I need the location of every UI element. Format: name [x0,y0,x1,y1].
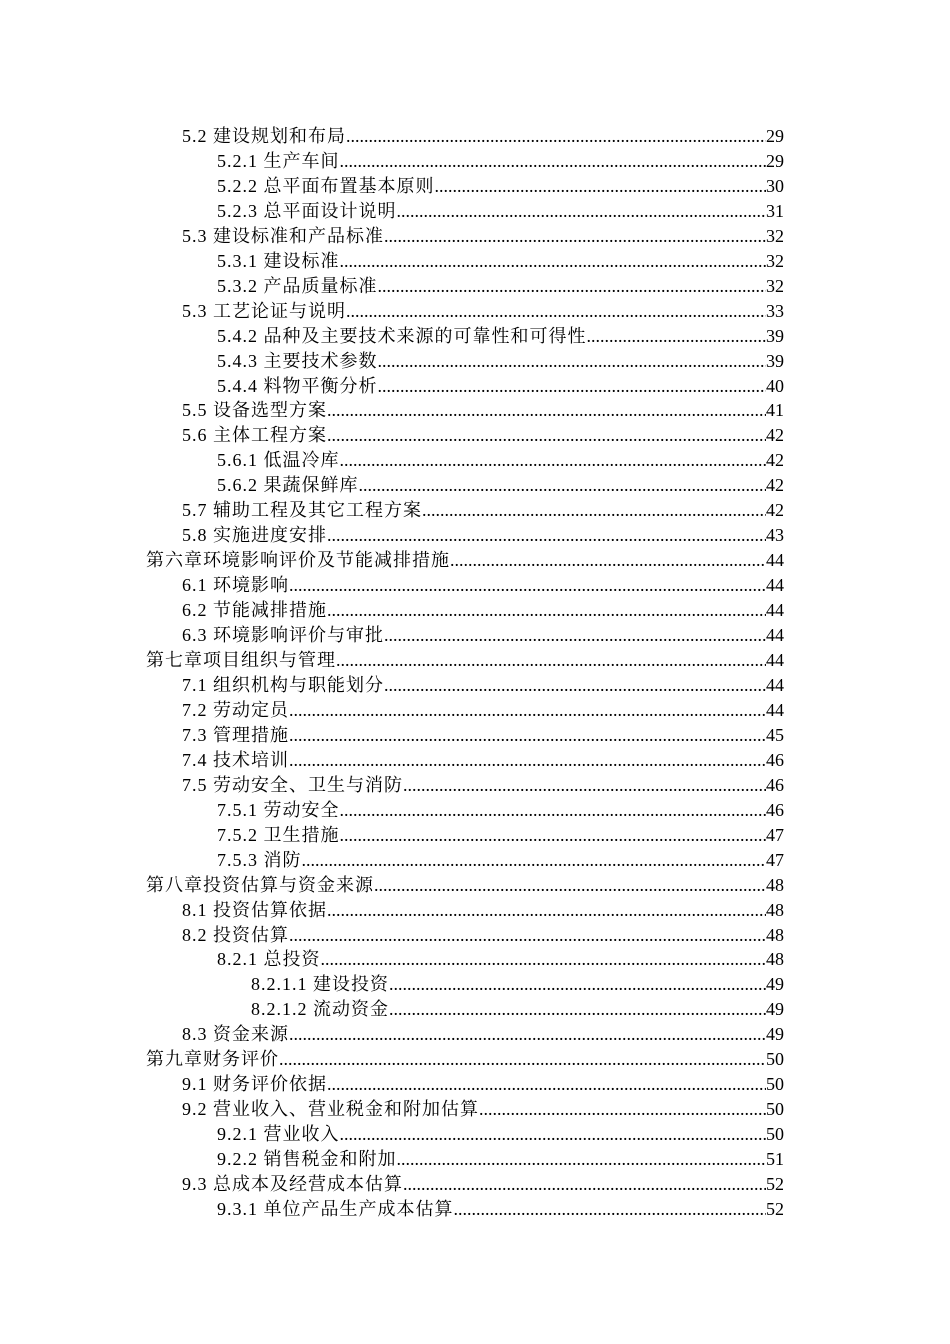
toc-row [0,997,950,1022]
toc-entry-label: 5.3 工艺论证与说明 [182,300,346,321]
toc-entry-page-number: 45 [766,724,784,745]
toc-entry-page-number: 50 [766,1049,784,1070]
toc-entry[interactable] [182,1072,784,1097]
dot-leader [454,1197,767,1222]
toc-entry-page-number: 48 [766,899,784,920]
toc-row [0,448,950,473]
toc-entry-page-number: 39 [766,350,784,371]
toc-entry-page-number: 46 [766,774,784,795]
toc-entry-label: 8.2.1 总投资 [217,949,321,970]
toc-entry-label: 5.2.3 总平面设计说明 [217,200,397,221]
dot-leader [289,923,766,948]
toc-entry[interactable] [251,972,784,997]
dot-leader [389,997,766,1022]
toc-entry-label: 6.3 环境影响评价与审批 [182,625,384,646]
toc-entry-page-number: 50 [766,1099,784,1120]
toc-row [0,598,950,623]
toc-entry-page-number: 44 [766,550,784,571]
toc-entry-page-number: 29 [766,126,784,146]
dot-leader [289,573,766,598]
toc-entry-label: 6.2 节能减排措施 [182,600,327,621]
toc-entry[interactable] [217,473,784,498]
toc-row [0,349,950,374]
toc-entry-page-number: 44 [766,674,784,695]
toc-entry-page-number: 40 [766,375,784,396]
toc-entry-label: 第八章投资估算与资金来源 [146,874,374,895]
toc-entry-page-number: 39 [766,325,784,346]
toc-entry-page-number: 51 [766,1149,784,1170]
toc-entry[interactable] [182,523,784,548]
toc-entry[interactable] [251,997,784,1022]
toc-entry-label: 5.7 辅助工程及其它工程方案 [182,500,422,521]
dot-leader [289,698,766,723]
toc-entry[interactable] [182,598,784,623]
toc-entry[interactable] [182,1097,784,1122]
toc-entry[interactable] [217,149,784,174]
toc-row [0,848,950,873]
toc-entry[interactable] [146,548,784,573]
toc-entry[interactable] [217,199,784,224]
toc-row [0,398,950,423]
toc-entry-page-number: 48 [766,924,784,945]
toc-row [0,174,950,199]
toc-row [0,274,950,299]
dot-leader [359,473,767,498]
toc-entry-label: 第七章项目组织与管理 [146,650,336,671]
toc-entry-page-number: 44 [766,650,784,671]
toc-row [0,224,950,249]
toc-entry-page-number: 41 [766,400,784,421]
toc-entry[interactable] [182,398,784,423]
toc-entry[interactable] [217,798,784,823]
toc-entry-page-number: 42 [766,500,784,521]
dot-leader [378,274,767,299]
toc-row [0,923,950,948]
toc-entry[interactable] [182,723,784,748]
toc-row [0,1172,950,1197]
toc-entry-label: 6.1 环境影响 [182,575,289,596]
toc-row [0,1072,950,1097]
toc-entry-page-number: 32 [766,275,784,296]
table-of-contents [0,124,950,1222]
toc-entry-label: 5.4.4 料物平衡分析 [217,375,378,396]
toc-row [0,1122,950,1147]
toc-entry[interactable] [217,374,784,399]
toc-entry-page-number: 50 [766,1074,784,1095]
toc-entry-label: 5.6.1 低温冷库 [217,450,340,471]
toc-entry[interactable] [217,823,784,848]
toc-row [0,523,950,548]
toc-row [0,823,950,848]
toc-row [0,698,950,723]
toc-entry[interactable] [182,748,784,773]
dot-leader [321,947,767,972]
toc-entry-label: 5.4.3 主要技术参数 [217,350,378,371]
toc-entry[interactable] [182,623,784,648]
toc-entry[interactable] [182,1172,784,1197]
dot-leader [422,498,766,523]
toc-row [0,673,950,698]
dot-leader [374,873,766,898]
toc-entry[interactable] [182,124,784,149]
dot-leader [384,623,766,648]
toc-entry[interactable] [182,698,784,723]
toc-entry-page-number: 32 [766,250,784,271]
dot-leader [340,149,767,174]
toc-entry-label: 第九章财务评价 [146,1049,279,1070]
dot-leader [340,1122,767,1147]
toc-entry-label: 9.2.2 销售税金和附加 [217,1149,397,1170]
toc-entry-page-number: 32 [766,225,784,246]
toc-entry[interactable] [146,648,784,673]
toc-entry[interactable] [182,923,784,948]
toc-row [0,498,950,523]
toc-row [0,548,950,573]
dot-leader [384,224,766,249]
toc-row [0,199,950,224]
toc-entry[interactable] [217,249,784,274]
toc-entry-label: 5.6.2 果蔬保鲜库 [217,475,359,496]
dot-leader [327,598,766,623]
dot-leader [384,673,766,698]
toc-entry[interactable] [182,423,784,448]
toc-row [0,947,950,972]
toc-entry[interactable] [217,947,784,972]
toc-row [0,798,950,823]
toc-row [0,623,950,648]
toc-entry[interactable] [182,573,784,598]
toc-entry-page-number: 44 [766,625,784,646]
dot-leader [340,823,767,848]
dot-leader [327,898,766,923]
toc-entry-label: 7.5.2 卫生措施 [217,824,340,845]
toc-entry-label: 5.4.2 品种及主要技术来源的可靠性和可得性 [217,325,587,346]
toc-entry[interactable] [217,324,784,349]
toc-row [0,324,950,349]
toc-entry-page-number: 48 [766,874,784,895]
toc-entry-label: 5.3 建设标准和产品标准 [182,225,384,246]
toc-entry-page-number: 43 [766,525,784,546]
toc-entry-label: 9.2 营业收入、营业税金和附加估算 [182,1099,479,1120]
dot-leader [340,249,767,274]
toc-entry-label: 8.1 投资估算依据 [182,899,327,920]
toc-entry[interactable] [217,1122,784,1147]
toc-entry[interactable] [146,1047,784,1072]
toc-entry-label: 9.3.1 单位产品生产成本估算 [217,1198,454,1219]
toc-entry-label: 第六章环境影响评价及节能减排措施 [146,550,450,571]
toc-entry[interactable] [182,299,784,324]
toc-entry[interactable] [217,274,784,299]
toc-row [0,423,950,448]
dot-leader [340,448,767,473]
dot-leader [346,299,766,324]
toc-entry-page-number: 46 [766,749,784,770]
toc-row [0,898,950,923]
toc-entry-page-number: 44 [766,600,784,621]
dot-leader [327,523,766,548]
toc-entry-page-number: 47 [766,849,784,870]
toc-entry-page-number: 49 [766,1024,784,1045]
dot-leader [397,1147,767,1172]
toc-row [0,1197,950,1222]
dot-leader [403,773,766,798]
toc-entry-label: 8.2.1.2 流动资金 [251,999,389,1020]
toc-entry-label: 7.5.1 劳动安全 [217,799,340,820]
toc-entry-label: 5.3.1 建设标准 [217,250,340,271]
toc-entry-label: 5.3.2 产品质量标准 [217,275,378,296]
dot-leader [450,548,766,573]
toc-entry[interactable] [217,848,784,873]
toc-row [0,1147,950,1172]
toc-row [0,873,950,898]
toc-row [0,1047,950,1072]
toc-entry-page-number: 42 [766,475,784,496]
dot-leader [289,1022,766,1047]
toc-entry-page-number: 29 [766,150,784,171]
toc-entry-page-number: 30 [766,175,784,196]
toc-entry-page-number: 46 [766,799,784,820]
toc-entry-page-number: 52 [766,1174,784,1195]
toc-entry-page-number: 50 [766,1124,784,1145]
toc-entry-label: 7.5 劳动安全、卫生与消防 [182,774,403,795]
dot-leader [378,374,767,399]
toc-row [0,773,950,798]
toc-entry-label: 7.5.3 消防 [217,849,302,870]
dot-leader [435,174,767,199]
dot-leader [336,648,766,673]
toc-row [0,149,950,174]
toc-entry[interactable] [182,224,784,249]
dot-leader [479,1097,766,1122]
toc-entry-label: 7.2 劳动定员 [182,699,289,720]
toc-row [0,249,950,274]
toc-entry[interactable] [182,1022,784,1047]
toc-entry-label: 8.2.1.1 建设投资 [251,974,389,995]
toc-entry-page-number: 42 [766,425,784,446]
toc-row [0,723,950,748]
toc-entry-label: 5.5 设备选型方案 [182,400,327,421]
toc-row [0,748,950,773]
dot-leader [397,199,767,224]
toc-entry[interactable] [182,898,784,923]
toc-entry-page-number: 42 [766,450,784,471]
toc-entry-label: 5.2.1 生产车间 [217,150,340,171]
toc-entry-page-number: 44 [766,575,784,596]
dot-leader [327,423,766,448]
toc-row [0,1097,950,1122]
dot-leader [327,398,766,423]
toc-entry-page-number: 49 [766,999,784,1020]
toc-entry[interactable] [217,1197,784,1222]
toc-row [0,648,950,673]
toc-entry[interactable] [182,773,784,798]
toc-row [0,299,950,324]
toc-entry-label: 7.3 管理措施 [182,724,289,745]
toc-entry[interactable] [217,1147,784,1172]
toc-entry-label: 5.2 建设规划和布局 [182,126,346,146]
toc-entry-page-number: 33 [766,300,784,321]
dot-leader [289,748,766,773]
toc-entry-label: 7.4 技术培训 [182,749,289,770]
toc-entry-label: 5.8 实施进度安排 [182,525,327,546]
dot-leader [327,1072,766,1097]
toc-row [0,374,950,399]
toc-entry-label: 8.3 资金来源 [182,1024,289,1045]
toc-entry-label: 5.6 主体工程方案 [182,425,327,446]
toc-entry[interactable] [182,673,784,698]
dot-leader [403,1172,766,1197]
toc-entry-label: 5.2.2 总平面布置基本原则 [217,175,435,196]
toc-entry[interactable] [217,448,784,473]
dot-leader [289,723,766,748]
toc-entry-page-number: 52 [766,1198,784,1219]
toc-row [0,1022,950,1047]
toc-entry[interactable] [146,873,784,898]
dot-leader [587,324,767,349]
toc-entry-label: 9.1 财务评价依据 [182,1074,327,1095]
toc-entry[interactable] [217,174,784,199]
toc-row [0,573,950,598]
dot-leader [378,349,767,374]
toc-entry-page-number: 49 [766,974,784,995]
toc-entry-label: 8.2 投资估算 [182,924,289,945]
toc-row [0,473,950,498]
toc-entry[interactable] [217,349,784,374]
toc-entry-label: 9.3 总成本及经营成本估算 [182,1174,403,1195]
toc-entry[interactable] [182,498,784,523]
toc-entry-page-number: 44 [766,699,784,720]
dot-leader [346,124,766,149]
toc-entry-page-number: 48 [766,949,784,970]
dot-leader [340,798,767,823]
toc-row [0,124,950,149]
toc-entry-page-number: 47 [766,824,784,845]
dot-leader [302,848,767,873]
toc-entry-label: 7.1 组织机构与职能划分 [182,674,384,695]
toc-row [0,972,950,997]
toc-entry-label: 9.2.1 营业收入 [217,1124,340,1145]
toc-entry-page-number: 31 [766,200,784,221]
dot-leader [279,1047,766,1072]
dot-leader [389,972,766,997]
